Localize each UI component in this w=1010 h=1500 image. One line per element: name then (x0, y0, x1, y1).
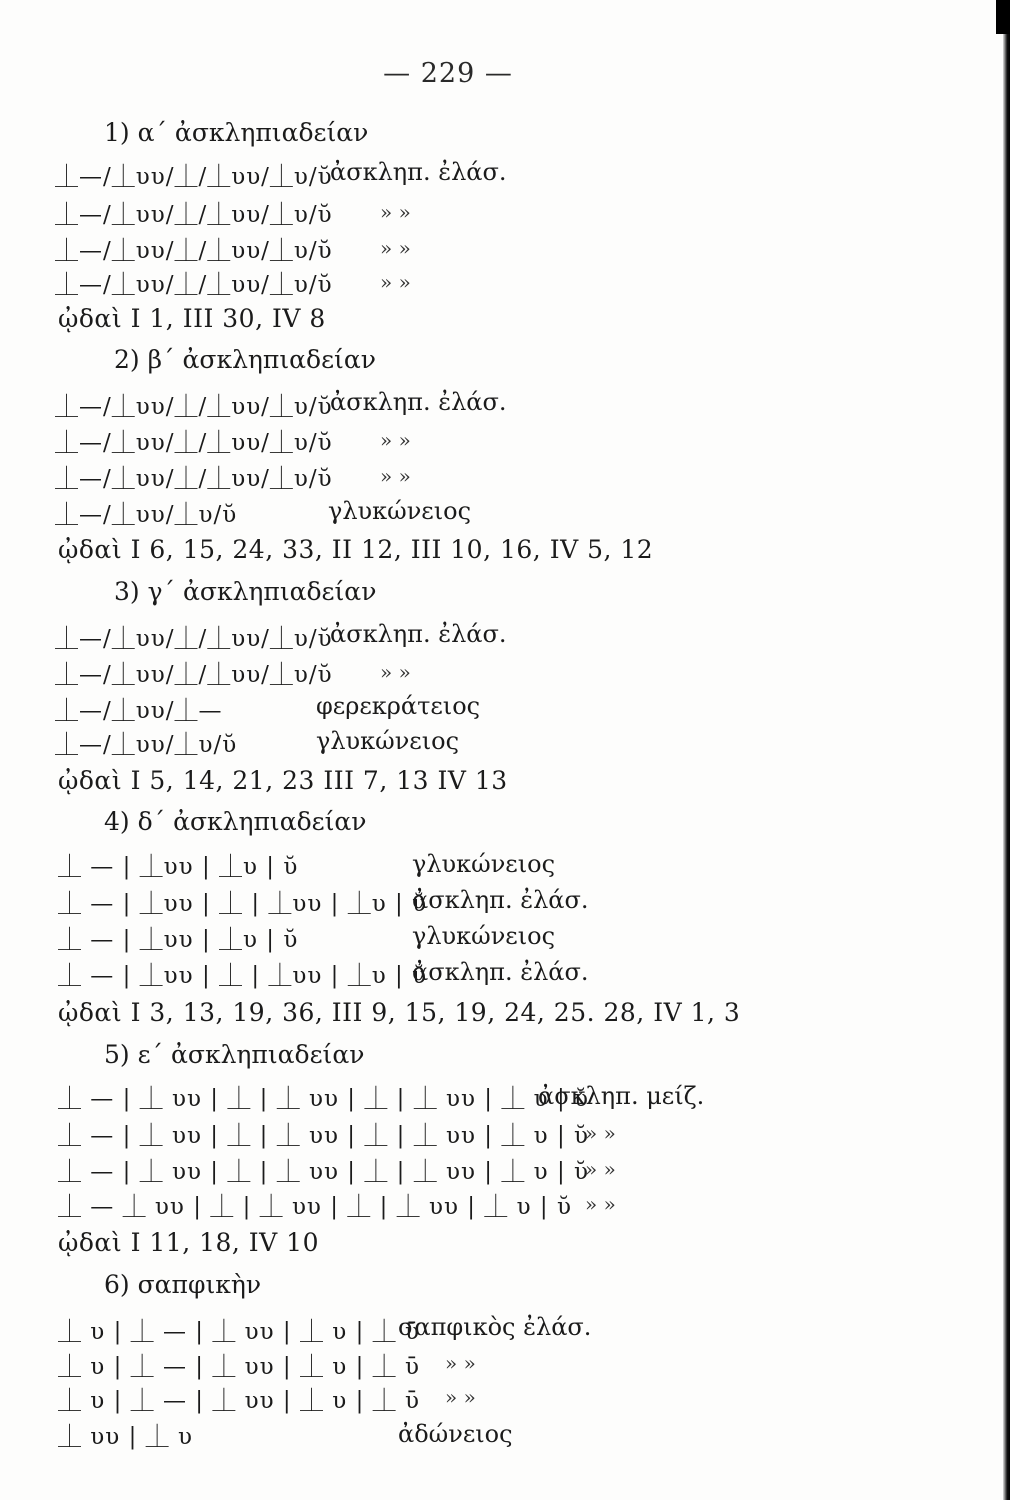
section-6-meter-2: ⏊ υ | ⏊ — | ⏊ υυ | ⏊ υ | ⏊ ῡ (58, 1354, 420, 1380)
section-1-name-3: » » (380, 236, 411, 260)
section-4-name-2: ἀσκληπ. ἐλάσ. (412, 886, 589, 914)
scan-corner-mark (996, 0, 1010, 34)
section-1-meter-2: ⏊—/⏊υυ/⏊/⏊υυ/⏊υ/ῠ (55, 202, 333, 228)
section-1-name-2: » » (380, 200, 411, 224)
section-2-name-1: ἀσκληπ. ἐλάσ. (330, 388, 507, 416)
section-4-name-4: ἀσκληπ. ἐλάσ. (412, 958, 589, 986)
section-1-meter-4: ⏊—/⏊υυ/⏊/⏊υυ/⏊υ/ῠ (55, 272, 333, 298)
section-5-name-2: » » (585, 1121, 616, 1145)
section-5-meter-1: ⏊ — | ⏊ υυ | ⏊ | ⏊ υυ | ⏊ | ⏊ υυ | ⏊ υ | ῠ (58, 1086, 590, 1112)
section-1-meter-3: ⏊—/⏊υυ/⏊/⏊υυ/⏊υ/ῠ (55, 238, 333, 264)
section-3-meter-4: ⏊—/⏊υυ/⏊υ/ῠ (55, 732, 238, 758)
section-1-meter-1: ⏊—/⏊υυ/⏊/⏊υυ/⏊υ/ῠ (55, 164, 333, 190)
section-2-meter-3: ⏊—/⏊υυ/⏊/⏊υυ/⏊υ/ῠ (55, 466, 333, 492)
section-2-meter-4: ⏊—/⏊υυ/⏊υ/ῠ (55, 502, 238, 528)
section-5-name-1: ἀσκληπ. μείζ. (538, 1082, 705, 1110)
section-4-heading: 4) δ΄ ἀσκληπιαδείαν (104, 807, 367, 836)
section-4-meter-3: ⏊ — | ⏊υυ | ⏊υ | ῠ (58, 927, 299, 953)
section-6-name-1: σαπφικὸς ἐλάσ. (398, 1313, 592, 1341)
section-2-meter-1: ⏊—/⏊υυ/⏊/⏊υυ/⏊υ/ῠ (55, 394, 333, 420)
section-4-name-1: γλυκώνειος (412, 850, 556, 878)
section-6-meter-4: ⏊ υυ | ⏊ υ (58, 1424, 193, 1450)
page-number: — 229 — (383, 58, 513, 89)
section-1-odes: ᾠδαὶ Ι 1, ΙΙΙ 30, IV 8 (58, 304, 326, 333)
section-3-odes: ᾠδαὶ Ι 5, 14, 21, 23 ΙΙΙ 7, 13 IV 13 (58, 766, 508, 795)
section-2-name-2: » » (380, 428, 411, 452)
section-6-heading: 6) σαπφικὴν (104, 1270, 262, 1299)
section-6-name-3: » » (445, 1385, 476, 1409)
section-5-heading: 5) ε΄ ἀσκληπιαδείαν (104, 1040, 365, 1069)
page-edge-shadow (1003, 0, 1010, 1500)
section-3-meter-2: ⏊—/⏊υυ/⏊/⏊υυ/⏊υ/ῠ (55, 662, 333, 688)
section-5-name-4: » » (585, 1192, 616, 1216)
section-1-name-1: ἀσκληπ. ἐλάσ. (330, 158, 507, 186)
section-4-meter-1: ⏊ — | ⏊υυ | ⏊υ | ῠ (58, 854, 299, 880)
section-4-meter-4: ⏊ — | ⏊υυ | ⏊ | ⏊υυ | ⏊υ | ῠ (58, 963, 428, 989)
section-5-name-3: » » (585, 1157, 616, 1181)
section-2-heading: 2) β΄ ἀσκληπιαδείαν (114, 345, 376, 374)
section-5-odes: ᾠδαὶ Ι 11, 18, IV 10 (58, 1228, 319, 1257)
section-4-meter-2: ⏊ — | ⏊υυ | ⏊ | ⏊υυ | ⏊υ | ῠ (58, 891, 428, 917)
section-5-meter-4: ⏊ — ⏊ υυ | ⏊ | ⏊ υυ | ⏊ | ⏊ υυ | ⏊ υ | ῠ (58, 1194, 572, 1220)
section-4-name-3: γλυκώνειος (412, 922, 556, 950)
section-6-name-2: » » (445, 1351, 476, 1375)
section-4-odes: ᾠδαὶ Ι 3, 13, 19, 36, ΙΙΙ 9, 15, 19, 24, 25. 28, IV 1, 3 (58, 998, 741, 1027)
section-6-meter-1: ⏊ υ | ⏊ — | ⏊ υυ | ⏊ υ | ⏊ ῡ (58, 1319, 420, 1345)
section-3-meter-1: ⏊—/⏊υυ/⏊/⏊υυ/⏊υ/ῠ (55, 626, 333, 652)
section-2-meter-2: ⏊—/⏊υυ/⏊/⏊υυ/⏊υ/ῠ (55, 430, 333, 456)
section-1-heading: 1) α΄ ἀσκληπιαδείαν (104, 118, 369, 147)
section-2-name-3: » » (380, 464, 411, 488)
section-3-name-4: γλυκώνειος (316, 727, 460, 755)
section-3-meter-3: ⏊—/⏊υυ/⏊— (55, 698, 223, 724)
section-6-meter-3: ⏊ υ | ⏊ — | ⏊ υυ | ⏊ υ | ⏊ ῡ (58, 1388, 420, 1414)
section-3-name-2: » » (380, 660, 411, 684)
section-5-meter-3: ⏊ — | ⏊ υυ | ⏊ | ⏊ υυ | ⏊ | ⏊ υυ | ⏊ υ | ῠ (58, 1159, 590, 1185)
section-2-odes: ᾠδαὶ Ι 6, 15, 24, 33, ΙΙ 12, ΙΙΙ 10, 16, IV 5, 12 (58, 535, 654, 564)
section-3-name-3: φερεκράτειος (316, 692, 481, 720)
section-3-name-1: ἀσκληπ. ἐλάσ. (330, 620, 507, 648)
section-5-meter-2: ⏊ — | ⏊ υυ | ⏊ | ⏊ υυ | ⏊ | ⏊ υυ | ⏊ υ | ῠ (58, 1123, 590, 1149)
section-3-heading: 3) γ΄ ἀσκληπιαδείαν (114, 577, 377, 606)
section-2-name-4: γλυκώνειος (328, 497, 472, 525)
section-1-name-4: » » (380, 270, 411, 294)
section-6-name-4: ἀδώνειος (398, 1420, 513, 1448)
